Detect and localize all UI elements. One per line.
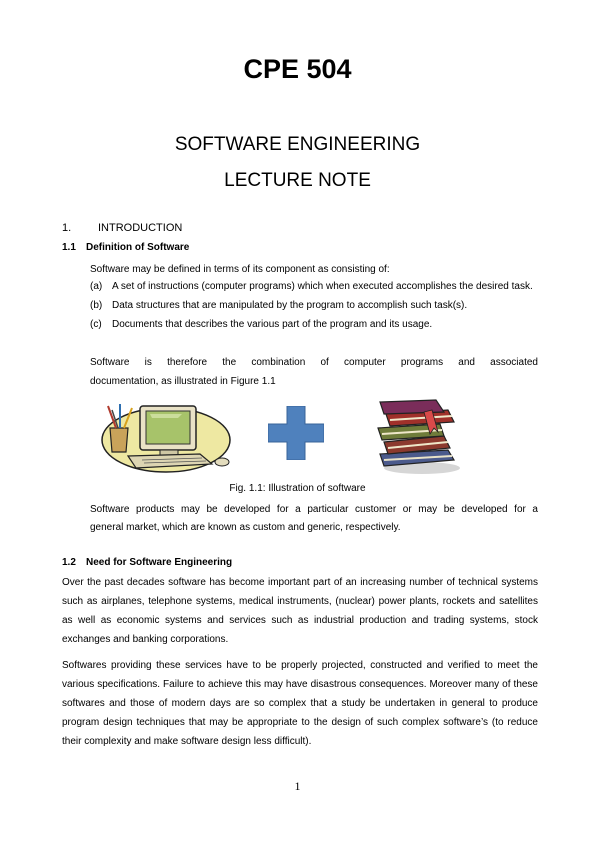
definition-list xyxy=(90,277,538,334)
paragraph-line: general market, which are known as custom and generic, respectively. xyxy=(90,522,401,533)
course-code: CPE 504 xyxy=(243,54,352,84)
section-title: INTRODUCTION xyxy=(98,222,183,234)
subsection-heading-1-1 xyxy=(62,242,189,253)
section-number: 1. xyxy=(62,222,72,234)
subsection-title: Definition of Software xyxy=(86,242,190,253)
paragraph: Over the past decades software has become important part of an increasing number of technical systems such as airplanes, telephone systems, medical instruments, (nuclear) power plants, rockets and satellites as well as economic systems and services such as industrial production and trading systems, stock exchanges and banking corporations. xyxy=(62,577,538,645)
definition-intro: Software may be defined in terms of its component as consisting of: xyxy=(90,264,390,275)
list-label: (a) xyxy=(90,281,103,292)
paragraph: Softwares providing these services have to be properly projected, constructed and verified to meet the various specifications. Failure to achieve this may have disastrous consequences. Moreover many of these softwares and those of modern days are so complex that a study be undertaken in general to produce program design techniques that may be appropriate to the design of such complex software’s (to reduce their complexity and make software design less difficult). xyxy=(62,660,538,747)
subsection-number: 1.2 xyxy=(62,557,76,568)
plus-icon xyxy=(268,406,324,460)
page-number: 1 xyxy=(294,779,301,793)
subsection-title: Need for Software Engineering xyxy=(86,557,233,568)
books-icon xyxy=(374,398,464,476)
list-label: (b) xyxy=(90,300,103,311)
list-item xyxy=(90,315,538,334)
summary-line: Software is therefore the combination of computer programs and associated xyxy=(90,357,538,368)
section-heading xyxy=(62,222,182,234)
list-text: Data structures that are manipulated by the program to accomplish such task(s). xyxy=(112,300,468,311)
list-item xyxy=(90,296,538,315)
computer-icon xyxy=(90,398,232,474)
subsection-heading-1-2 xyxy=(62,557,232,568)
paragraph-line: Software products may be developed for a particular customer or may be developed for a xyxy=(90,504,538,515)
list-text: A set of instructions (computer programs) which when executed accomplishes the desired task. xyxy=(112,281,533,292)
summary-line: documentation, as illustrated in Figure 1.1 xyxy=(90,376,276,387)
document-type: LECTURE NOTE xyxy=(224,170,371,191)
course-title: SOFTWARE ENGINEERING xyxy=(174,134,421,155)
figure-caption: Fig. 1.1: Illustration of software xyxy=(229,483,366,494)
list-item xyxy=(90,277,538,296)
list-text: Documents that describes the various part of the program and its usage. xyxy=(112,319,433,330)
subsection-number: 1.1 xyxy=(62,242,76,253)
list-label: (c) xyxy=(90,319,102,330)
